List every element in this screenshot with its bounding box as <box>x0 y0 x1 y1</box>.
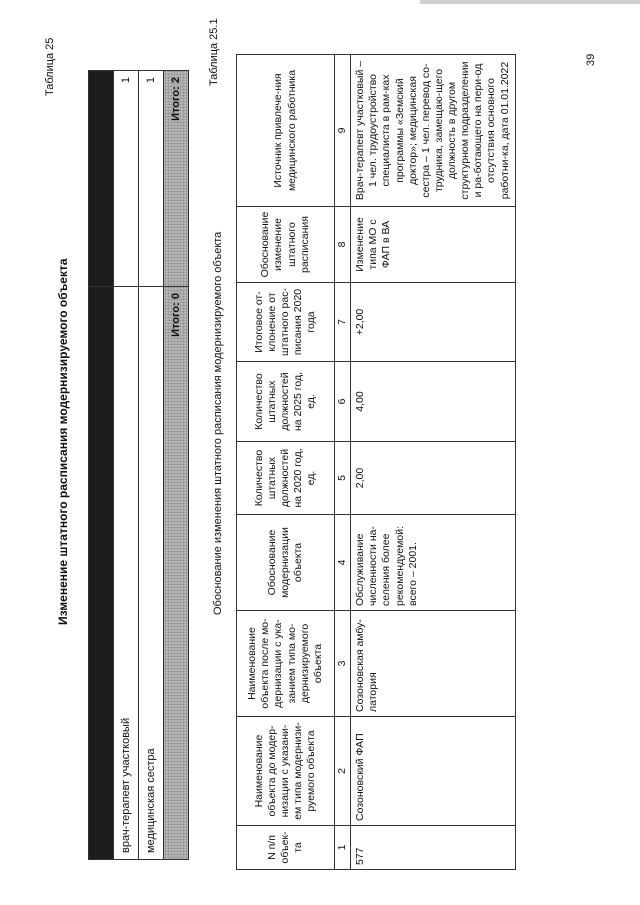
table-cell: 1 <box>114 71 139 287</box>
name-after: Созоновская амбу-латория <box>351 611 516 717</box>
header-row <box>237 55 335 870</box>
header-cell: Итоговое от-клонение от штатного рас-писания 2020 года <box>237 283 335 362</box>
total-left: Итого: 0 <box>164 287 189 860</box>
table-row <box>114 71 139 860</box>
table-row <box>139 71 164 860</box>
header-cell: Количество штатных должностей на 2025 год, ед. <box>237 362 335 442</box>
header-cell: Обоснование модернизации объекта <box>237 515 335 611</box>
column-number: 9 <box>335 55 351 207</box>
table-row <box>351 55 516 870</box>
staff-2020: 2,00 <box>351 442 516 515</box>
modernization-reason: Обслуживание численности на-селения более рекомендуемой: всего – 2001. <box>351 515 516 611</box>
table-row <box>89 71 114 860</box>
table-25-1-title: Обоснование изменения штатного расписания модернизируемого объекта <box>212 231 224 615</box>
header-cell: Обоснование изменение штатного расписания <box>237 207 335 283</box>
header-cell: Наименование объекта после мо-дернизации с ука-занием типа мо-дернизируемого объекта <box>237 611 335 717</box>
scan-edge <box>420 0 640 4</box>
table-cell <box>89 287 114 860</box>
staff-source: Врач-терапевт участковый – 1 чел. трудоустройство специалиста в рам-ках программы «Земский доктор»; медицинская сестра – 1 чел. перевод со-трудника, замещаю-щего должность в другом структурном подразделении и ра-ботающего на пери-од отсутствия основного работни-ка, дата 01.01.2022 <box>351 55 516 207</box>
table-cell: врач-терапевт участковый <box>114 287 139 860</box>
table-25 <box>88 70 189 860</box>
table-25-1 <box>236 54 516 870</box>
change-reason: Изменение типа МО с ФАП в ВА <box>351 207 516 283</box>
column-number: 2 <box>335 717 351 826</box>
header-cell: N п/п объек-та <box>237 826 335 870</box>
object-id: 577 <box>351 826 516 870</box>
header-cell: Наименование объекта до модер-низации с указани-ем типа модернизи-руемого объекта <box>237 717 335 826</box>
staff-2025: 4,00 <box>351 362 516 442</box>
header-cell: Источник привлече-ния медицинского работника <box>237 55 335 207</box>
header-cell: Количество штатных должностей на 2020 год, ед. <box>237 442 335 515</box>
column-number: 8 <box>335 207 351 283</box>
staff-deviation: +2,00 <box>351 283 516 362</box>
table-cell <box>89 71 114 287</box>
column-number: 5 <box>335 442 351 515</box>
page-number: 39 <box>585 53 597 66</box>
name-before: Созоновский ФАП <box>351 717 516 826</box>
column-number: 1 <box>335 826 351 870</box>
page-title: Изменение штатного расписания модернизируемого объекта <box>56 258 70 625</box>
total-right: Итого: 2 <box>164 71 189 287</box>
table-cell: 1 <box>139 71 164 287</box>
column-number: 3 <box>335 611 351 717</box>
total-row <box>164 71 189 860</box>
table-25-1-label: Таблица 25.1 <box>208 18 220 86</box>
column-number: 7 <box>335 283 351 362</box>
column-number: 6 <box>335 362 351 442</box>
number-row <box>335 55 351 870</box>
column-number: 4 <box>335 515 351 611</box>
table-25-label: Таблица 25 <box>44 37 56 96</box>
table-cell: медицинская сестра <box>139 287 164 860</box>
